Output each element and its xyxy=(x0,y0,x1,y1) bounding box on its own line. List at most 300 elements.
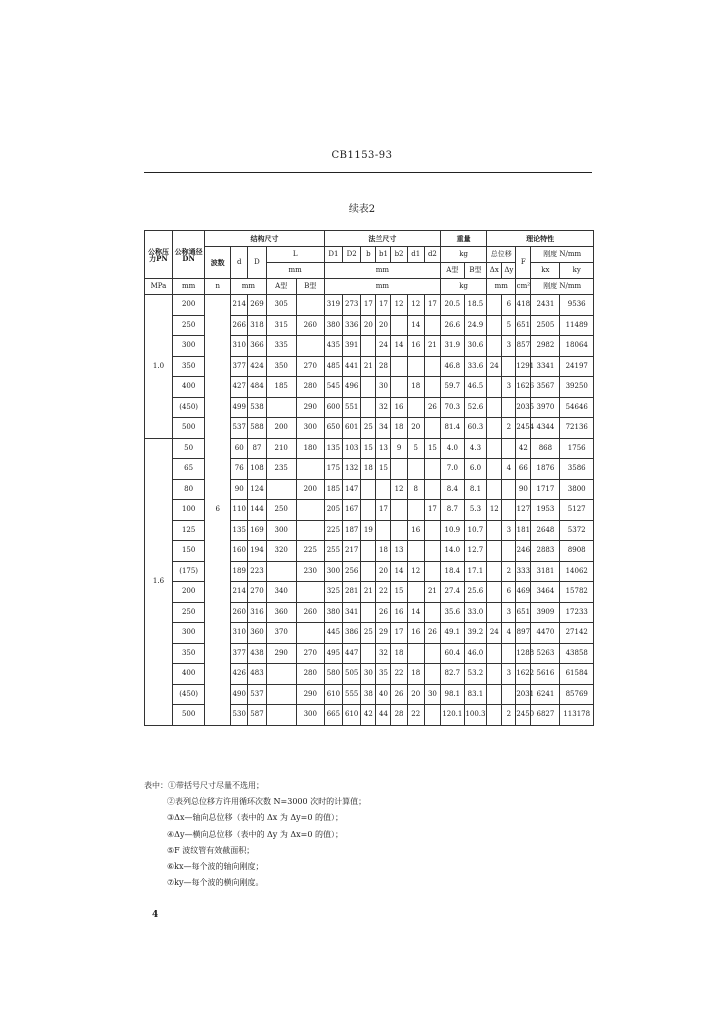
col-ky: ky xyxy=(560,263,594,279)
cell-dn: 125 xyxy=(172,520,204,541)
cell-D: 360 xyxy=(248,623,266,644)
cell-L-B: 200 xyxy=(296,479,324,500)
cell-F: 42 xyxy=(516,438,531,459)
table-row xyxy=(145,295,594,316)
col-weight-A: A型 xyxy=(441,263,465,279)
cell-b xyxy=(361,500,376,521)
cell-F: 469 xyxy=(516,582,531,603)
cell-D1: 175 xyxy=(324,459,342,480)
cell-d2 xyxy=(424,459,440,480)
cell-b1: 13 xyxy=(376,438,391,459)
cell-d1: 5 xyxy=(407,438,424,459)
cell-D1: 135 xyxy=(324,438,342,459)
cell-d: 377 xyxy=(231,643,248,664)
cell-d: 490 xyxy=(231,684,248,705)
cell-dx: 24 xyxy=(487,356,502,377)
cell-d: 377 xyxy=(231,356,248,377)
cell-ky: 85769 xyxy=(560,684,594,705)
col-D: D xyxy=(248,247,266,279)
cell-L-B: 225 xyxy=(296,541,324,562)
col-weight-B: B型 xyxy=(464,263,487,279)
cell-F: 66 xyxy=(516,459,531,480)
cell-b xyxy=(361,479,376,500)
cell-weight-B: 5.3 xyxy=(464,500,487,521)
notes-item-3: ③Δx—轴向总位移（表中的 Δx 为 Δy=0 的值）； xyxy=(167,813,344,823)
cell-L-A: 350 xyxy=(266,356,296,377)
cell-dx xyxy=(487,705,502,726)
cell-b: 18 xyxy=(361,459,376,480)
cell-d1 xyxy=(407,397,424,418)
cell-b1: 17 xyxy=(376,500,391,521)
unit-flange: mm xyxy=(324,279,440,295)
cell-dy: 3 xyxy=(502,520,516,541)
cell-weight-B: 46.5 xyxy=(464,377,487,398)
cell-b2 xyxy=(391,520,407,541)
cell-weight-A: 18.4 xyxy=(441,561,465,582)
unit-L-B: B型 xyxy=(296,279,324,295)
cell-weight-B: 30.6 xyxy=(464,336,487,357)
cell-D2: 281 xyxy=(343,582,361,603)
cell-L-A xyxy=(266,664,296,685)
cell-dn: 400 xyxy=(172,664,204,685)
cell-L-B xyxy=(296,623,324,644)
cell-kx: 1717 xyxy=(531,479,560,500)
cell-b1: 44 xyxy=(376,705,391,726)
page-number: 4 xyxy=(152,910,159,920)
cell-L-A xyxy=(266,397,296,418)
cell-dy: 2 xyxy=(502,561,516,582)
cell-D1: 319 xyxy=(324,295,342,316)
unit-weight: kg xyxy=(441,279,487,295)
cell-weight-A: 46.8 xyxy=(441,356,465,377)
unit-stiff: 刚度 N/mm xyxy=(531,279,594,295)
cell-weight-B: 33.0 xyxy=(464,602,487,623)
cell-dx xyxy=(487,541,502,562)
cell-L-B: 270 xyxy=(296,356,324,377)
cell-ky: 27142 xyxy=(560,623,594,644)
cell-D: 169 xyxy=(248,520,266,541)
cell-kx: 5263 xyxy=(531,643,560,664)
header-rule xyxy=(144,172,592,173)
cell-b2: 12 xyxy=(391,295,407,316)
cell-dx xyxy=(487,377,502,398)
cell-D1: 445 xyxy=(324,623,342,644)
cell-ky: 9536 xyxy=(560,295,594,316)
cell-dy: 6 xyxy=(502,295,516,316)
cell-F: 2031 xyxy=(516,684,531,705)
cell-D2: 601 xyxy=(343,418,361,439)
cell-b2: 17 xyxy=(391,623,407,644)
cell-dx xyxy=(487,295,502,316)
cell-b: 19 xyxy=(361,520,376,541)
cell-b2 xyxy=(391,459,407,480)
col-weight-unit: kg xyxy=(441,247,487,263)
cell-D1: 600 xyxy=(324,397,342,418)
notes-item-6: ⑥kx—每个波的轴向刚度； xyxy=(167,862,264,872)
cell-D2: 391 xyxy=(343,336,361,357)
col-theory: 理论特性 xyxy=(487,231,594,247)
cell-dy: 2 xyxy=(502,705,516,726)
cell-b2: 13 xyxy=(391,541,407,562)
cell-dn: 250 xyxy=(172,315,204,336)
cell-kx: 2431 xyxy=(531,295,560,316)
cell-dy: 4 xyxy=(502,459,516,480)
cell-ky: 61584 xyxy=(560,664,594,685)
cell-ky: 15782 xyxy=(560,582,594,603)
cell-b2 xyxy=(391,500,407,521)
cell-dy xyxy=(502,684,516,705)
cell-b1: 28 xyxy=(376,356,391,377)
cell-b2: 26 xyxy=(391,684,407,705)
cell-b1: 17 xyxy=(376,295,391,316)
cell-D: 484 xyxy=(248,377,266,398)
col-D2: D2 xyxy=(343,247,361,263)
cell-dx xyxy=(487,418,502,439)
cell-dx: 24 xyxy=(487,623,502,644)
cell-ky: 18064 xyxy=(560,336,594,357)
unit-F: cm² xyxy=(516,279,531,295)
cell-dy: 6 xyxy=(502,582,516,603)
cell-b1: 15 xyxy=(376,459,391,480)
cell-d2: 17 xyxy=(424,295,440,316)
cell-b1 xyxy=(376,520,391,541)
cell-b: 20 xyxy=(361,315,376,336)
col-dx: Δx xyxy=(487,263,502,279)
cell-D1: 225 xyxy=(324,520,342,541)
cell-d1 xyxy=(407,541,424,562)
cell-ky: 3800 xyxy=(560,479,594,500)
cell-weight-B: 52.6 xyxy=(464,397,487,418)
cell-weight-A: 59.7 xyxy=(441,377,465,398)
cell-d2 xyxy=(424,479,440,500)
cell-d2 xyxy=(424,520,440,541)
cell-dx xyxy=(487,602,502,623)
cell-D2: 610 xyxy=(343,705,361,726)
cell-F: 181 xyxy=(516,520,531,541)
cell-d: 310 xyxy=(231,623,248,644)
cell-ky: 1756 xyxy=(560,438,594,459)
cell-dx xyxy=(487,582,502,603)
cell-L-B xyxy=(296,295,324,316)
cell-d2: 15 xyxy=(424,438,440,459)
cell-dy xyxy=(502,541,516,562)
cell-pn: 1.6 xyxy=(145,438,173,725)
cell-b2: 16 xyxy=(391,397,407,418)
cell-d: 160 xyxy=(231,541,248,562)
cell-dn: 400 xyxy=(172,377,204,398)
cell-weight-A: 49.1 xyxy=(441,623,465,644)
cell-b1: 22 xyxy=(376,582,391,603)
cell-b xyxy=(361,561,376,582)
cell-dn: 200 xyxy=(172,295,204,316)
notes-item-1: 表中：①带括号尺寸尽量不选用； xyxy=(144,781,264,790)
cell-d: 260 xyxy=(231,602,248,623)
cell-d1 xyxy=(407,582,424,603)
cell-b2: 22 xyxy=(391,664,407,685)
cell-weight-A: 35.6 xyxy=(441,602,465,623)
cell-d1: 22 xyxy=(407,705,424,726)
cell-dx xyxy=(487,479,502,500)
cell-kx: 6241 xyxy=(531,684,560,705)
cell-L-B: 230 xyxy=(296,561,324,582)
cell-kx: 3341 xyxy=(531,356,560,377)
cell-D: 316 xyxy=(248,602,266,623)
cell-D2: 386 xyxy=(343,623,361,644)
cell-D: 366 xyxy=(248,336,266,357)
cell-b1: 35 xyxy=(376,664,391,685)
cell-b1: 24 xyxy=(376,336,391,357)
cell-b1: 30 xyxy=(376,377,391,398)
cell-ky: 14062 xyxy=(560,561,594,582)
cell-b: 25 xyxy=(361,623,376,644)
cell-weight-B: 6.0 xyxy=(464,459,487,480)
cell-F: 651 xyxy=(516,315,531,336)
cell-D2: 551 xyxy=(343,397,361,418)
notes-item-4: ④Δy—横向总位移（表中的 Δy 为 Δx=0 的值）； xyxy=(167,829,344,839)
cell-weight-B: 25.6 xyxy=(464,582,487,603)
cell-d2 xyxy=(424,561,440,582)
cell-D: 538 xyxy=(248,397,266,418)
cell-d2: 17 xyxy=(424,500,440,521)
cell-d2 xyxy=(424,315,440,336)
cell-b2: 14 xyxy=(391,336,407,357)
col-L: L xyxy=(266,247,324,263)
col-stiff: 刚度 N/mm xyxy=(531,247,594,263)
cell-F: 857 xyxy=(516,336,531,357)
cell-D: 438 xyxy=(248,643,266,664)
cell-L-B: 180 xyxy=(296,438,324,459)
cell-L-B: 260 xyxy=(296,315,324,336)
cell-D: 87 xyxy=(248,438,266,459)
cell-dy xyxy=(502,356,516,377)
col-dn: 公称通径DN xyxy=(172,231,204,279)
cell-D2: 555 xyxy=(343,684,361,705)
cell-b xyxy=(361,377,376,398)
cell-ky: 5127 xyxy=(560,500,594,521)
cell-D: 587 xyxy=(248,705,266,726)
cell-D2: 447 xyxy=(343,643,361,664)
cell-dn: 250 xyxy=(172,602,204,623)
cell-d: 76 xyxy=(231,459,248,480)
cell-b: 42 xyxy=(361,705,376,726)
cell-dx xyxy=(487,664,502,685)
col-F: F xyxy=(516,247,531,279)
cell-kx: 2982 xyxy=(531,336,560,357)
cell-L-A: 200 xyxy=(266,418,296,439)
col-D1: D1 xyxy=(324,247,342,263)
cell-weight-B: 100.3 xyxy=(464,705,487,726)
cell-D2: 147 xyxy=(343,479,361,500)
col-pn: 公称压力PN xyxy=(145,231,173,279)
cell-L-B: 280 xyxy=(296,664,324,685)
cell-weight-A: 10.9 xyxy=(441,520,465,541)
cell-d: 426 xyxy=(231,664,248,685)
cell-F: 90 xyxy=(516,479,531,500)
cell-ky: 11489 xyxy=(560,315,594,336)
cell-D1: 380 xyxy=(324,602,342,623)
cell-L-A: 250 xyxy=(266,500,296,521)
cell-dx xyxy=(487,315,502,336)
cell-L-A xyxy=(266,705,296,726)
cell-L-A: 315 xyxy=(266,315,296,336)
cell-D: 424 xyxy=(248,356,266,377)
cell-weight-A: 7.0 xyxy=(441,459,465,480)
unit-dn: mm xyxy=(172,279,204,295)
cell-dy xyxy=(502,500,516,521)
cell-D: 124 xyxy=(248,479,266,500)
cell-L-A: 370 xyxy=(266,623,296,644)
notes-item-7: ⑦ky—每个波的横向刚度。 xyxy=(167,878,264,888)
cell-kx: 4470 xyxy=(531,623,560,644)
cell-D: 194 xyxy=(248,541,266,562)
cell-b: 30 xyxy=(361,664,376,685)
cell-b2: 16 xyxy=(391,602,407,623)
cell-L-A: 185 xyxy=(266,377,296,398)
cell-d: 135 xyxy=(231,520,248,541)
cell-weight-A: 31.9 xyxy=(441,336,465,357)
cell-dn: 500 xyxy=(172,418,204,439)
cell-D: 318 xyxy=(248,315,266,336)
cell-L-A: 290 xyxy=(266,643,296,664)
cell-L-A: 305 xyxy=(266,295,296,316)
cell-weight-B: 24.9 xyxy=(464,315,487,336)
cell-weight-A: 120.1 xyxy=(441,705,465,726)
cell-D: 223 xyxy=(248,561,266,582)
cell-dy: 3 xyxy=(502,664,516,685)
cell-kx: 868 xyxy=(531,438,560,459)
cell-L-B xyxy=(296,500,324,521)
cell-L-B: 300 xyxy=(296,705,324,726)
cell-b1: 40 xyxy=(376,684,391,705)
cell-D1: 495 xyxy=(324,643,342,664)
cell-d: 530 xyxy=(231,705,248,726)
cell-dy: 5 xyxy=(502,315,516,336)
table-body xyxy=(145,295,594,726)
cell-b2 xyxy=(391,315,407,336)
cell-weight-A: 8.7 xyxy=(441,500,465,521)
cell-dn: 65 xyxy=(172,459,204,480)
cell-D2: 167 xyxy=(343,500,361,521)
cell-dy: 3 xyxy=(502,336,516,357)
cell-L-B: 290 xyxy=(296,397,324,418)
cell-F: 127 xyxy=(516,500,531,521)
cell-b2: 18 xyxy=(391,418,407,439)
cell-weight-A: 81.4 xyxy=(441,418,465,439)
cell-b1: 34 xyxy=(376,418,391,439)
cell-d1: 14 xyxy=(407,315,424,336)
cell-D1: 185 xyxy=(324,479,342,500)
cell-dy xyxy=(502,479,516,500)
cell-d2 xyxy=(424,418,440,439)
cell-L-A: 300 xyxy=(266,520,296,541)
cell-dn: 150 xyxy=(172,541,204,562)
cell-L-B xyxy=(296,582,324,603)
notes-lead: 表中： xyxy=(144,781,168,790)
cell-D: 588 xyxy=(248,418,266,439)
col-weight: 重量 xyxy=(441,231,487,247)
cell-D2: 132 xyxy=(343,459,361,480)
cell-ky: 17233 xyxy=(560,602,594,623)
cell-D1: 205 xyxy=(324,500,342,521)
cell-b xyxy=(361,602,376,623)
cell-D1: 435 xyxy=(324,336,342,357)
cell-b1 xyxy=(376,479,391,500)
cell-ky: 113178 xyxy=(560,705,594,726)
cell-D1: 300 xyxy=(324,561,342,582)
cell-D1: 545 xyxy=(324,377,342,398)
spec-table xyxy=(144,230,594,726)
cell-weight-A: 4.0 xyxy=(441,438,465,459)
cell-weight-B: 17.1 xyxy=(464,561,487,582)
cell-d2 xyxy=(424,705,440,726)
cell-d1: 16 xyxy=(407,336,424,357)
cell-L-A xyxy=(266,684,296,705)
cell-L-B xyxy=(296,459,324,480)
cell-dy: 2 xyxy=(502,418,516,439)
cell-dn: 300 xyxy=(172,623,204,644)
col-kx: kx xyxy=(531,263,560,279)
cell-b: 21 xyxy=(361,582,376,603)
doc-code: CB1153-93 xyxy=(331,150,393,161)
cell-d2 xyxy=(424,356,440,377)
cell-d2 xyxy=(424,643,440,664)
cell-weight-B: 53.2 xyxy=(464,664,487,685)
cell-b xyxy=(361,643,376,664)
cell-dx xyxy=(487,336,502,357)
cell-d2 xyxy=(424,664,440,685)
cell-kx: 3464 xyxy=(531,582,560,603)
cell-L-B: 300 xyxy=(296,418,324,439)
cell-d1: 16 xyxy=(407,520,424,541)
cell-D: 269 xyxy=(248,295,266,316)
cell-b: 25 xyxy=(361,418,376,439)
cell-weight-B: 8.1 xyxy=(464,479,487,500)
col-d2: d2 xyxy=(424,247,440,263)
cell-d: 214 xyxy=(231,582,248,603)
cell-L-A xyxy=(266,479,296,500)
cell-D: 483 xyxy=(248,664,266,685)
cell-dn: 350 xyxy=(172,643,204,664)
cell-kx: 5616 xyxy=(531,664,560,685)
cell-dn: 200 xyxy=(172,582,204,603)
cell-b2: 12 xyxy=(391,479,407,500)
col-b2: b2 xyxy=(391,247,407,263)
cell-b: 21 xyxy=(361,356,376,377)
cell-d2 xyxy=(424,541,440,562)
cell-b1: 29 xyxy=(376,623,391,644)
cell-weight-A: 26.6 xyxy=(441,315,465,336)
cell-D1: 650 xyxy=(324,418,342,439)
cell-D2: 273 xyxy=(343,295,361,316)
col-structure: 结构尺寸 xyxy=(205,231,324,247)
col-flange-unit: mm xyxy=(324,263,440,279)
cell-dn: 80 xyxy=(172,479,204,500)
cell-D2: 103 xyxy=(343,438,361,459)
cell-D1: 580 xyxy=(324,664,342,685)
unit-L-A: A型 xyxy=(266,279,296,295)
col-d: d xyxy=(231,247,248,279)
unit-dD: mm xyxy=(231,279,267,295)
cell-weight-A: 27.4 xyxy=(441,582,465,603)
cell-ky: 43858 xyxy=(560,643,594,664)
cell-kx: 3181 xyxy=(531,561,560,582)
cell-F: 418 xyxy=(516,295,531,316)
col-waves: 波数 xyxy=(205,247,231,279)
cell-b xyxy=(361,541,376,562)
cell-dy: 3 xyxy=(502,377,516,398)
col-d1: d1 xyxy=(407,247,424,263)
cell-weight-B: 83.1 xyxy=(464,684,487,705)
